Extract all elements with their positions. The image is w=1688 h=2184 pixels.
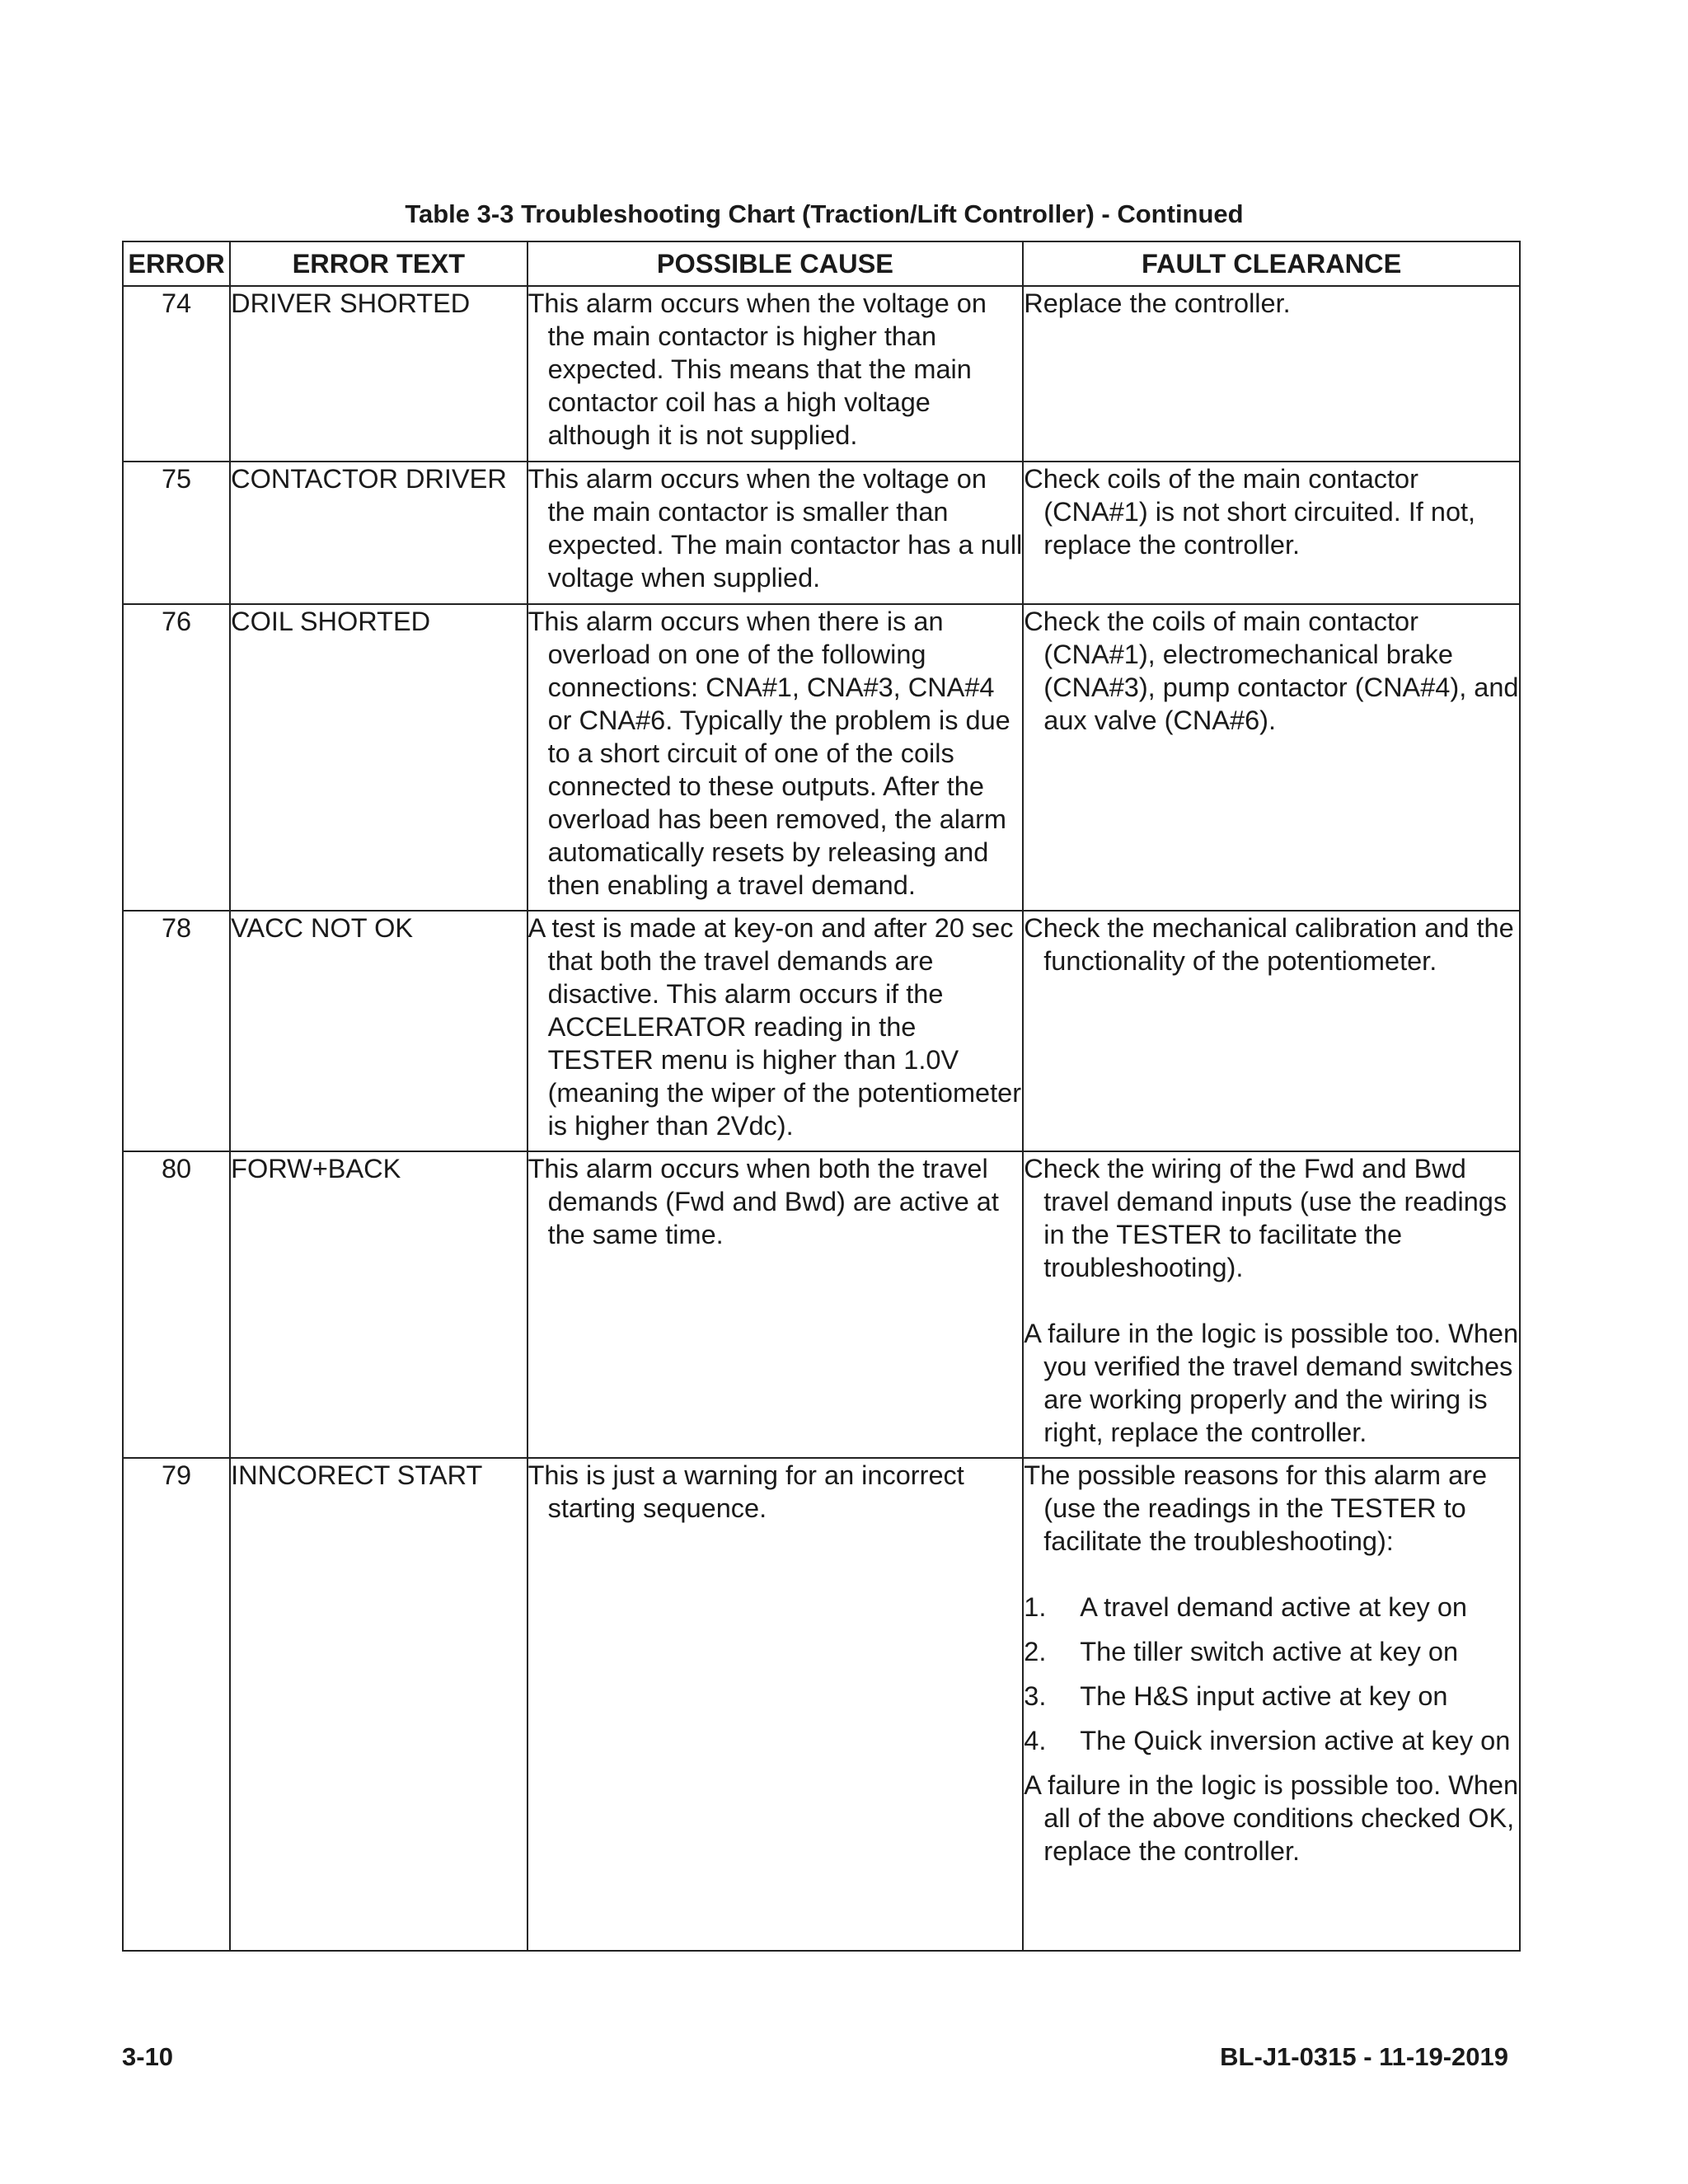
list-number: 2.	[1024, 1637, 1047, 1666]
fault-clearance	[1023, 462, 1520, 604]
error-code: 79	[123, 1458, 230, 1951]
fault-clearance	[1023, 911, 1520, 1151]
fix-text: Check the mechanical calibration and the functionality of the potentiometer.	[1024, 913, 1514, 976]
cause-text: A test is made at key-on and after 20 sec that both the travel demands are disactive. This alarm occurs if the ACCELERATOR reading in the TESTER menu is higher than 1.0V (meaning the wiper of the potentiometer is higher than 2Vdc).	[528, 913, 1022, 1141]
fault-clearance	[1023, 604, 1520, 911]
troubleshooting-table	[122, 241, 1521, 1952]
error-code: 76	[123, 604, 230, 911]
page-number: 3-10	[122, 2042, 174, 2071]
header-possible-cause: POSSIBLE CAUSE	[528, 241, 1024, 286]
list-number: 3.	[1024, 1681, 1047, 1711]
list-number: 4.	[1024, 1726, 1047, 1755]
error-text: COIL SHORTED	[230, 604, 527, 911]
cause-text: This alarm occurs when there is an overload on one of the following connections: CNA#1, CNA#3, CNA#4 or CNA#6. Typically the problem is due to a short circuit of one of the coils connected to these outputs. After the overload has been removed, the alarm automatically resets by releasing and then enabling a travel demand.	[528, 607, 1010, 900]
possible-cause	[528, 604, 1024, 911]
list-item	[1024, 1724, 1519, 1757]
fix-text: Check the wiring of the Fwd and Bwd travel demand inputs (use the readings in the TESTER to facilitate the troubleshooting).	[1024, 1154, 1507, 1282]
table-row	[123, 911, 1520, 1151]
header-error: ERROR	[123, 241, 230, 286]
fault-clearance	[1023, 1151, 1520, 1458]
header-row	[123, 241, 1520, 286]
list-item	[1024, 1591, 1519, 1624]
cause-text: This alarm occurs when both the travel demands (Fwd and Bwd) are active at the same time.	[528, 1154, 999, 1249]
fix-text-secondary: A failure in the logic is possible too. When all of the above conditions checked OK, replace the controller.	[1024, 1770, 1519, 1866]
table-row	[123, 1151, 1520, 1458]
error-code: 80	[123, 1151, 230, 1458]
error-text: FORW+BACK	[230, 1151, 527, 1458]
fault-clearance	[1023, 1458, 1520, 1951]
list-text: A travel demand active at key on	[1080, 1592, 1467, 1622]
list-item	[1024, 1635, 1519, 1668]
error-text: DRIVER SHORTED	[230, 286, 527, 462]
cause-text: This is just a warning for an incorrect starting sequence.	[528, 1460, 964, 1523]
fix-text: The possible reasons for this alarm are (use the readings in the TESTER to facilitate the troubleshooting):	[1024, 1460, 1488, 1556]
fix-text: Check the coils of main contactor (CNA#1), electromechanical brake (CNA#3), pump contactor (CNA#4), and aux valve (CNA#6).	[1024, 607, 1519, 735]
list-number: 1.	[1024, 1592, 1047, 1622]
list-item	[1024, 1680, 1519, 1713]
table-row	[123, 462, 1520, 604]
fix-text: Check coils of the main contactor (CNA#1) is not short circuited. If not, replace the controller.	[1024, 464, 1476, 560]
error-code: 78	[123, 911, 230, 1151]
cause-text: This alarm occurs when the voltage on the main contactor is higher than expected. This means that the main contactor coil has a high voltage although it is not supplied.	[528, 288, 987, 450]
possible-cause	[528, 1458, 1024, 1951]
list-text: The H&S input active at key on	[1080, 1681, 1448, 1711]
error-text: CONTACTOR DRIVER	[230, 462, 527, 604]
fault-clearance	[1023, 286, 1520, 462]
possible-cause	[528, 462, 1024, 604]
list-text: The tiller switch active at key on	[1080, 1637, 1459, 1666]
error-text: VACC NOT OK	[230, 911, 527, 1151]
list-text: The Quick inversion active at key on	[1080, 1726, 1511, 1755]
possible-cause	[528, 911, 1024, 1151]
table-row	[123, 604, 1520, 911]
possible-cause	[528, 1151, 1024, 1458]
error-code: 74	[123, 286, 230, 462]
possible-cause	[528, 286, 1024, 462]
fix-text-secondary: A failure in the logic is possible too. When you verified the travel demand switches are working properly and the wiring is right, replace the controller.	[1024, 1319, 1519, 1447]
header-error-text: ERROR TEXT	[230, 241, 527, 286]
document-id: BL-J1-0315 - 11-19-2019	[1220, 2042, 1508, 2071]
table-row	[123, 1458, 1520, 1951]
header-fault-clearance: FAULT CLEARANCE	[1023, 241, 1520, 286]
cause-text: This alarm occurs when the voltage on the main contactor is smaller than expected. The main contactor has a null voltage when supplied.	[528, 464, 1023, 593]
error-text: INNCORECT START	[230, 1458, 527, 1951]
table-row	[123, 286, 1520, 462]
table-title: Table 3-3 Troubleshooting Chart (Traction/Lift Controller) - Continued	[405, 199, 1244, 228]
fix-text: Replace the controller.	[1024, 288, 1291, 318]
error-code: 75	[123, 462, 230, 604]
